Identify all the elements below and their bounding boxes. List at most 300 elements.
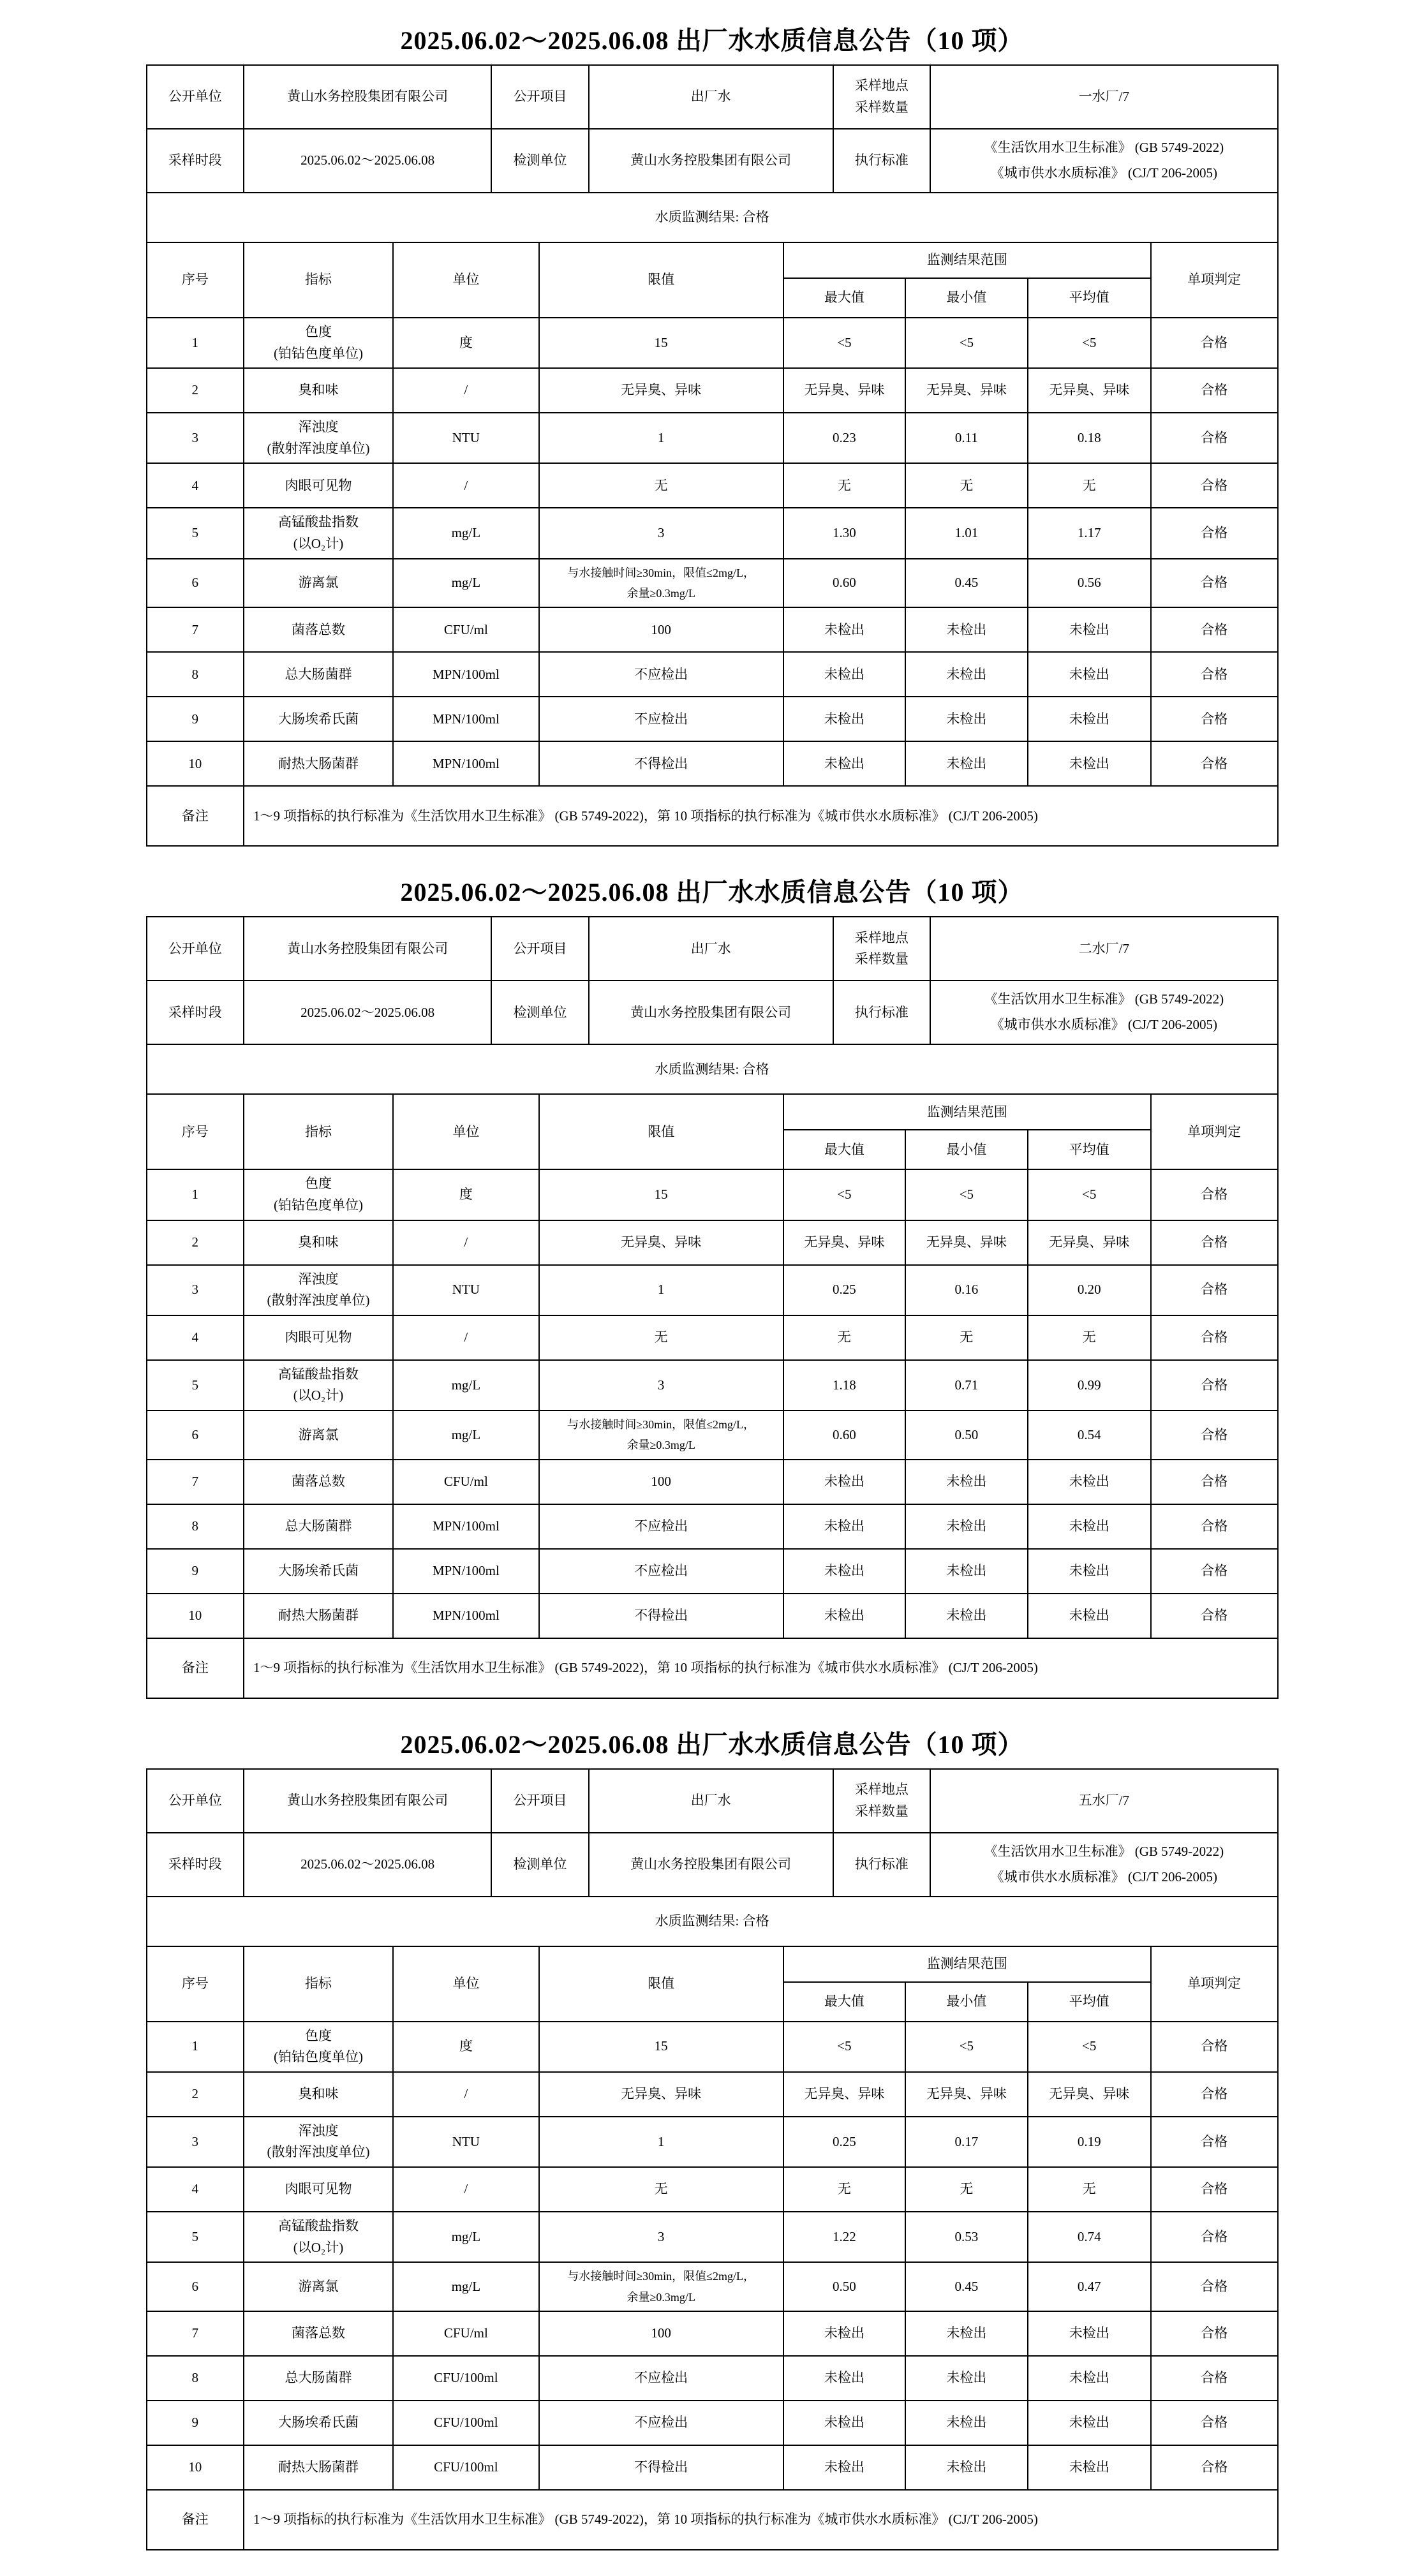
cell-limit — [539, 2311, 783, 2356]
cell-avg-value: 0.18 — [1028, 413, 1151, 463]
cell-serial: 8 — [147, 652, 244, 697]
indicator-row — [147, 1265, 1278, 1315]
remark-text: 1～9 项指标的执行标准为《生活饮用水卫生标准》 (GB 5749-2022)，第 10 项指标的执行标准为《城市供水水质标准》 (CJ/T 206-2005) — [244, 786, 1278, 846]
cell-max-value: <5 — [783, 318, 905, 368]
label-standard: 执行标准 — [833, 129, 930, 193]
text-line: 色度 — [304, 1176, 332, 1192]
info-row — [147, 129, 1278, 193]
text-line: (散射浑浊度单位) — [267, 440, 370, 456]
cell-verdict: 合格 — [1151, 1265, 1278, 1315]
cell-verdict: 合格 — [1151, 652, 1278, 697]
cell-unit: mg/L — [393, 1410, 539, 1460]
col-header-max: 最大值 — [783, 1982, 905, 2022]
cell-min-value: 无 — [905, 2167, 1027, 2212]
standard-line: 《生活饮用水卫生标准》 (GB 5749-2022) — [984, 1843, 1224, 1859]
cell-max-value: 0.60 — [783, 1410, 905, 1460]
cell-verdict: 合格 — [1151, 697, 1278, 741]
cell-unit: mg/L — [393, 559, 539, 608]
cell-verdict: 合格 — [1151, 1315, 1278, 1360]
text-line: 游离氯 — [298, 1426, 339, 1442]
cell-max-value: 无 — [783, 2167, 905, 2212]
cell-verdict: 合格 — [1151, 2311, 1278, 2356]
text-line: 无 — [654, 477, 668, 493]
indicator-row — [147, 1360, 1278, 1410]
cell-unit: / — [393, 2072, 539, 2117]
indicator-row — [147, 559, 1278, 608]
cell-limit — [539, 2072, 783, 2117]
announcement-block-plant5 — [146, 1724, 1279, 2550]
cell-verdict: 合格 — [1151, 2212, 1278, 2262]
cell-avg-value: <5 — [1028, 2022, 1151, 2072]
cell-unit: MPN/100ml — [393, 697, 539, 741]
indicator-row — [147, 741, 1278, 786]
cell-avg-value: 无异臭、异味 — [1028, 1220, 1151, 1265]
cell-limit — [539, 1504, 783, 1549]
value-open-unit: 黄山水务控股集团有限公司 — [244, 1769, 491, 1833]
cell-limit — [539, 2022, 783, 2072]
cell-serial: 5 — [147, 1360, 244, 1410]
cell-max-value: 1.30 — [783, 508, 905, 558]
indicator-row — [147, 368, 1278, 413]
cell-indicator — [244, 2212, 393, 2262]
text-line: 不应检出 — [634, 1562, 688, 1578]
cell-unit: / — [393, 1220, 539, 1265]
label-sampling — [833, 917, 930, 981]
cell-indicator — [244, 1265, 393, 1315]
cell-verdict: 合格 — [1151, 2022, 1278, 2072]
indicator-row — [147, 318, 1278, 368]
col-header-verdict: 单项判定 — [1151, 242, 1278, 318]
cell-indicator — [244, 1594, 393, 1638]
info-row — [147, 1769, 1278, 1833]
cell-unit: CFU/ml — [393, 607, 539, 652]
cell-max-value: 1.22 — [783, 2212, 905, 2262]
cell-unit: CFU/100ml — [393, 2401, 539, 2445]
cell-serial: 6 — [147, 559, 244, 608]
text-line: 余量≥0.3mg/L — [627, 586, 695, 600]
cell-min-value: 0.71 — [905, 1360, 1027, 1410]
indicator-row — [147, 2167, 1278, 2212]
label-project: 公开项目 — [491, 1769, 588, 1833]
cell-min-value: 未检出 — [905, 2356, 1027, 2401]
cell-serial: 2 — [147, 1220, 244, 1265]
indicator-row — [147, 2117, 1278, 2167]
cell-limit — [539, 1169, 783, 1220]
col-header-min: 最小值 — [905, 278, 1027, 318]
cell-min-value: 未检出 — [905, 1594, 1027, 1638]
label-test-unit: 检测单位 — [491, 1833, 588, 1897]
col-header-avg: 平均值 — [1028, 1982, 1151, 2022]
cell-indicator — [244, 1549, 393, 1594]
cell-limit — [539, 607, 783, 652]
cell-verdict: 合格 — [1151, 1460, 1278, 1504]
cell-unit: CFU/ml — [393, 1460, 539, 1504]
cell-indicator — [244, 559, 393, 608]
cell-min-value: 未检出 — [905, 2401, 1027, 2445]
cell-max-value: 无 — [783, 1315, 905, 1360]
cell-serial: 9 — [147, 697, 244, 741]
cell-min-value: 未检出 — [905, 1460, 1027, 1504]
indicator-row — [147, 1549, 1278, 1594]
text-line: 肉眼可见物 — [285, 1329, 352, 1345]
text-line: 肉眼可见物 — [285, 2181, 352, 2197]
standard-line: 《城市供水水质标准》 (CJ/T 206-2005) — [990, 1869, 1218, 1884]
col-header-serial: 序号 — [147, 242, 244, 318]
label-standard: 执行标准 — [833, 981, 930, 1044]
cell-verdict: 合格 — [1151, 559, 1278, 608]
cell-verdict: 合格 — [1151, 508, 1278, 558]
col-header-avg: 平均值 — [1028, 1130, 1151, 1169]
label-period: 采样时段 — [147, 129, 244, 193]
cell-min-value: 0.45 — [905, 559, 1027, 608]
label-open-unit: 公开单位 — [147, 65, 244, 129]
col-header-range: 监测结果范围 — [783, 1094, 1151, 1130]
cell-min-value: 未检出 — [905, 607, 1027, 652]
indicator-rows — [147, 1169, 1278, 1638]
info-table — [146, 916, 1279, 1095]
text-line: (铂钴色度单位) — [273, 2049, 363, 2065]
text-line: 与水接触时间≥30min，限值≤2mg/L， — [567, 1418, 755, 1431]
value-period: 2025.06.02～2025.06.08 — [244, 129, 491, 193]
cell-min-value: 0.45 — [905, 2262, 1027, 2311]
info-row — [147, 65, 1278, 129]
col-header-range: 监测结果范围 — [783, 242, 1151, 278]
label-open-unit: 公开单位 — [147, 917, 244, 981]
text-line: 高锰酸盐指数 — [278, 2218, 359, 2234]
cell-serial: 4 — [147, 2167, 244, 2212]
text-line: 浑浊度 — [298, 2122, 339, 2138]
cell-unit: NTU — [393, 2117, 539, 2167]
label-period: 采样时段 — [147, 1833, 244, 1897]
cell-avg-value: 未检出 — [1028, 607, 1151, 652]
announcement-block-plant1 — [146, 20, 1279, 847]
cell-unit: / — [393, 1315, 539, 1360]
text-line: 高锰酸盐指数 — [278, 1366, 359, 1382]
cell-unit: 度 — [393, 2022, 539, 2072]
cell-indicator — [244, 1220, 393, 1265]
remark-text: 1～9 项指标的执行标准为《生活饮用水卫生标准》 (GB 5749-2022)，第 10 项指标的执行标准为《城市供水水质标准》 (CJ/T 206-2005) — [244, 2490, 1278, 2550]
cell-serial: 6 — [147, 1410, 244, 1460]
label-location: 采样地点 — [854, 1782, 909, 1798]
data-table — [146, 1093, 1279, 1698]
cell-limit — [539, 2262, 783, 2311]
text-line: (铂钴色度单位) — [273, 1197, 363, 1213]
value-location-quantity: 二水厂/7 — [930, 917, 1277, 981]
cell-avg-value: 未检出 — [1028, 2311, 1151, 2356]
text-line: 无 — [654, 1329, 668, 1345]
cell-avg-value: 未检出 — [1028, 697, 1151, 741]
text-line: 总大肠菌群 — [285, 2370, 352, 2386]
label-quantity: 采样数量 — [854, 951, 909, 967]
text-line: 耐热大肠菌群 — [278, 1607, 359, 1623]
text-line: 不应检出 — [634, 711, 688, 727]
label-test-unit: 检测单位 — [491, 981, 588, 1044]
text-line: 臭和味 — [298, 2086, 339, 2102]
cell-limit — [539, 1549, 783, 1594]
cell-max-value: 未检出 — [783, 1594, 905, 1638]
cell-indicator — [244, 2167, 393, 2212]
info-row — [147, 917, 1278, 981]
col-header-unit: 单位 — [393, 242, 539, 318]
cell-indicator — [244, 1410, 393, 1460]
data-table — [146, 242, 1279, 847]
cell-indicator — [244, 1315, 393, 1360]
col-header-max: 最大值 — [783, 278, 905, 318]
text-line: 总大肠菌群 — [285, 666, 352, 682]
cell-min-value: 0.50 — [905, 1410, 1027, 1460]
cell-indicator — [244, 368, 393, 413]
text-line: 1 — [657, 2133, 665, 2149]
text-line: 游离氯 — [298, 575, 339, 591]
cell-serial: 5 — [147, 2212, 244, 2262]
indicator-row — [147, 508, 1278, 558]
cell-min-value: 无 — [905, 1315, 1027, 1360]
result-row — [147, 193, 1278, 242]
remark-row — [147, 2490, 1278, 2550]
text-line: 总大肠菌群 — [285, 1518, 352, 1534]
cell-limit — [539, 1315, 783, 1360]
col-header-unit: 单位 — [393, 1094, 539, 1169]
col-header-limit: 限值 — [539, 1946, 783, 2022]
cell-serial: 10 — [147, 1594, 244, 1638]
text-line: 3 — [657, 1377, 665, 1393]
text-line: 大肠埃希氏菌 — [278, 711, 359, 727]
col-header-indicator: 指标 — [244, 1094, 393, 1169]
cell-indicator — [244, 607, 393, 652]
text-line: 不得检出 — [634, 1607, 688, 1623]
cell-avg-value: <5 — [1028, 1169, 1151, 1220]
text-line: 肉眼可见物 — [285, 477, 352, 493]
cell-indicator — [244, 741, 393, 786]
text-line: 3 — [657, 525, 665, 541]
remark-row — [147, 786, 1278, 846]
label-quantity: 采样数量 — [854, 1803, 909, 1819]
cell-avg-value: 未检出 — [1028, 2401, 1151, 2445]
cell-avg-value: 0.47 — [1028, 2262, 1151, 2311]
cell-min-value: 无异臭、异味 — [905, 1220, 1027, 1265]
cell-avg-value: 无 — [1028, 1315, 1151, 1360]
col-header-range: 监测结果范围 — [783, 1946, 1151, 1982]
cell-min-value: 未检出 — [905, 741, 1027, 786]
cell-indicator — [244, 2311, 393, 2356]
cell-serial: 10 — [147, 741, 244, 786]
cell-limit — [539, 2167, 783, 2212]
cell-indicator — [244, 508, 393, 558]
data-table-header — [147, 242, 1278, 318]
indicator-row — [147, 2311, 1278, 2356]
cell-avg-value: 未检出 — [1028, 1504, 1151, 1549]
text-line: 高锰酸盐指数 — [278, 514, 359, 530]
data-table — [146, 1946, 1279, 2550]
text-line: 不得检出 — [634, 755, 688, 771]
cell-serial: 7 — [147, 1460, 244, 1504]
cell-indicator — [244, 318, 393, 368]
monitoring-result: 水质监测结果: 合格 — [147, 1044, 1278, 1094]
indicator-row — [147, 1504, 1278, 1549]
cell-unit: MPN/100ml — [393, 652, 539, 697]
cell-limit — [539, 741, 783, 786]
label-quantity: 采样数量 — [854, 100, 909, 115]
cell-verdict: 合格 — [1151, 1220, 1278, 1265]
text-line: 菌落总数 — [291, 1473, 345, 1489]
indicator-row — [147, 2356, 1278, 2401]
cell-limit — [539, 1594, 783, 1638]
cell-max-value: 未检出 — [783, 2401, 905, 2445]
cell-unit: NTU — [393, 1265, 539, 1315]
text-line: 不应检出 — [634, 2370, 688, 2386]
cell-serial: 8 — [147, 2356, 244, 2401]
value-open-unit: 黄山水务控股集团有限公司 — [244, 917, 491, 981]
text-line: (以O₂计) — [293, 535, 344, 551]
indicator-rows — [147, 318, 1278, 786]
indicator-row — [147, 1220, 1278, 1265]
cell-avg-value: 0.20 — [1028, 1265, 1151, 1315]
cell-indicator — [244, 2072, 393, 2117]
text-line: 100 — [651, 1473, 671, 1489]
col-header-limit: 限值 — [539, 1094, 783, 1169]
cell-limit — [539, 2212, 783, 2262]
cell-min-value: 未检出 — [905, 1504, 1027, 1549]
cell-unit: MPN/100ml — [393, 1549, 539, 1594]
cell-avg-value: 无异臭、异味 — [1028, 368, 1151, 413]
cell-indicator — [244, 2262, 393, 2311]
cell-verdict: 合格 — [1151, 2117, 1278, 2167]
standard-line: 《生活饮用水卫生标准》 (GB 5749-2022) — [984, 140, 1224, 156]
label-location: 采样地点 — [854, 78, 909, 94]
indicator-rows — [147, 2022, 1278, 2490]
cell-limit — [539, 559, 783, 608]
cell-verdict: 合格 — [1151, 413, 1278, 463]
cell-unit: CFU/100ml — [393, 2445, 539, 2490]
cell-max-value: 未检出 — [783, 607, 905, 652]
remark-label: 备注 — [147, 786, 244, 846]
cell-limit — [539, 1460, 783, 1504]
cell-max-value: 0.60 — [783, 559, 905, 608]
col-header-serial: 序号 — [147, 1094, 244, 1169]
cell-min-value: 0.11 — [905, 413, 1027, 463]
cell-avg-value: 0.19 — [1028, 2117, 1151, 2167]
cell-serial: 4 — [147, 463, 244, 508]
cell-min-value: 未检出 — [905, 697, 1027, 741]
text-line: 浑浊度 — [298, 419, 339, 435]
cell-min-value: 未检出 — [905, 1549, 1027, 1594]
cell-indicator — [244, 1360, 393, 1410]
cell-serial: 3 — [147, 413, 244, 463]
cell-max-value: 未检出 — [783, 741, 905, 786]
text-line: 1 — [657, 1282, 665, 1298]
label-test-unit: 检测单位 — [491, 129, 588, 193]
cell-verdict: 合格 — [1151, 368, 1278, 413]
label-location: 采样地点 — [854, 929, 909, 945]
indicator-row — [147, 2022, 1278, 2072]
cell-indicator — [244, 2022, 393, 2072]
cell-limit — [539, 2356, 783, 2401]
cell-serial: 2 — [147, 2072, 244, 2117]
cell-unit: 度 — [393, 318, 539, 368]
cell-avg-value: 未检出 — [1028, 652, 1151, 697]
cell-min-value: <5 — [905, 2022, 1027, 2072]
cell-limit — [539, 2117, 783, 2167]
value-standards — [930, 1833, 1277, 1897]
label-standard: 执行标准 — [833, 1833, 930, 1897]
value-project: 出厂水 — [589, 917, 833, 981]
cell-min-value: 无异臭、异味 — [905, 368, 1027, 413]
cell-indicator — [244, 2401, 393, 2445]
cell-min-value: <5 — [905, 1169, 1027, 1220]
cell-max-value: 未检出 — [783, 1460, 905, 1504]
cell-max-value: 未检出 — [783, 1549, 905, 1594]
cell-indicator — [244, 2356, 393, 2401]
cell-min-value: 0.17 — [905, 2117, 1027, 2167]
cell-verdict: 合格 — [1151, 1504, 1278, 1549]
value-location-quantity: 一水厂/7 — [930, 65, 1277, 129]
cell-limit — [539, 2401, 783, 2445]
remark-label: 备注 — [147, 1638, 244, 1698]
indicator-row — [147, 1410, 1278, 1460]
cell-verdict: 合格 — [1151, 463, 1278, 508]
cell-verdict: 合格 — [1151, 2262, 1278, 2311]
cell-serial: 3 — [147, 2117, 244, 2167]
cell-max-value: 1.18 — [783, 1360, 905, 1410]
cell-avg-value: 未检出 — [1028, 2445, 1151, 2490]
cell-verdict: 合格 — [1151, 1169, 1278, 1220]
cell-serial: 3 — [147, 1265, 244, 1315]
remark-label: 备注 — [147, 2490, 244, 2550]
text-line: 3 — [657, 2228, 665, 2244]
text-line: 100 — [651, 621, 671, 637]
cell-indicator — [244, 1460, 393, 1504]
cell-verdict: 合格 — [1151, 2356, 1278, 2401]
cell-avg-value: 0.74 — [1028, 2212, 1151, 2262]
cell-max-value: 未检出 — [783, 2445, 905, 2490]
cell-min-value: 未检出 — [905, 652, 1027, 697]
cell-limit — [539, 1360, 783, 1410]
text-line: 大肠埃希氏菌 — [278, 2415, 359, 2431]
cell-avg-value: 0.56 — [1028, 559, 1151, 608]
cell-max-value: 未检出 — [783, 697, 905, 741]
remark-row — [147, 1638, 1278, 1698]
cell-serial: 1 — [147, 2022, 244, 2072]
value-open-unit: 黄山水务控股集团有限公司 — [244, 65, 491, 129]
text-line: (铂钴色度单位) — [273, 345, 363, 361]
cell-max-value: 0.50 — [783, 2262, 905, 2311]
cell-serial: 7 — [147, 607, 244, 652]
cell-avg-value: 1.17 — [1028, 508, 1151, 558]
cell-avg-value: 无 — [1028, 2167, 1151, 2212]
cell-verdict: 合格 — [1151, 1549, 1278, 1594]
cell-max-value: 无异臭、异味 — [783, 368, 905, 413]
cell-min-value: 1.01 — [905, 508, 1027, 558]
cell-avg-value: 无 — [1028, 463, 1151, 508]
cell-min-value: 无 — [905, 463, 1027, 508]
cell-max-value: 无异臭、异味 — [783, 2072, 905, 2117]
cell-indicator — [244, 1169, 393, 1220]
text-line: 不应检出 — [634, 2415, 688, 2431]
cell-avg-value: 无异臭、异味 — [1028, 2072, 1151, 2117]
label-open-unit: 公开单位 — [147, 1769, 244, 1833]
standard-line: 《城市供水水质标准》 (CJ/T 206-2005) — [990, 1017, 1218, 1033]
value-project: 出厂水 — [589, 1769, 833, 1833]
cell-verdict: 合格 — [1151, 2401, 1278, 2445]
col-header-verdict: 单项判定 — [1151, 1094, 1278, 1169]
cell-indicator — [244, 463, 393, 508]
text-line: 耐热大肠菌群 — [278, 755, 359, 771]
cell-max-value: 未检出 — [783, 2356, 905, 2401]
text-line: 15 — [654, 2038, 668, 2054]
cell-verdict: 合格 — [1151, 741, 1278, 786]
col-header-min: 最小值 — [905, 1982, 1027, 2022]
col-header-indicator: 指标 — [244, 242, 393, 318]
